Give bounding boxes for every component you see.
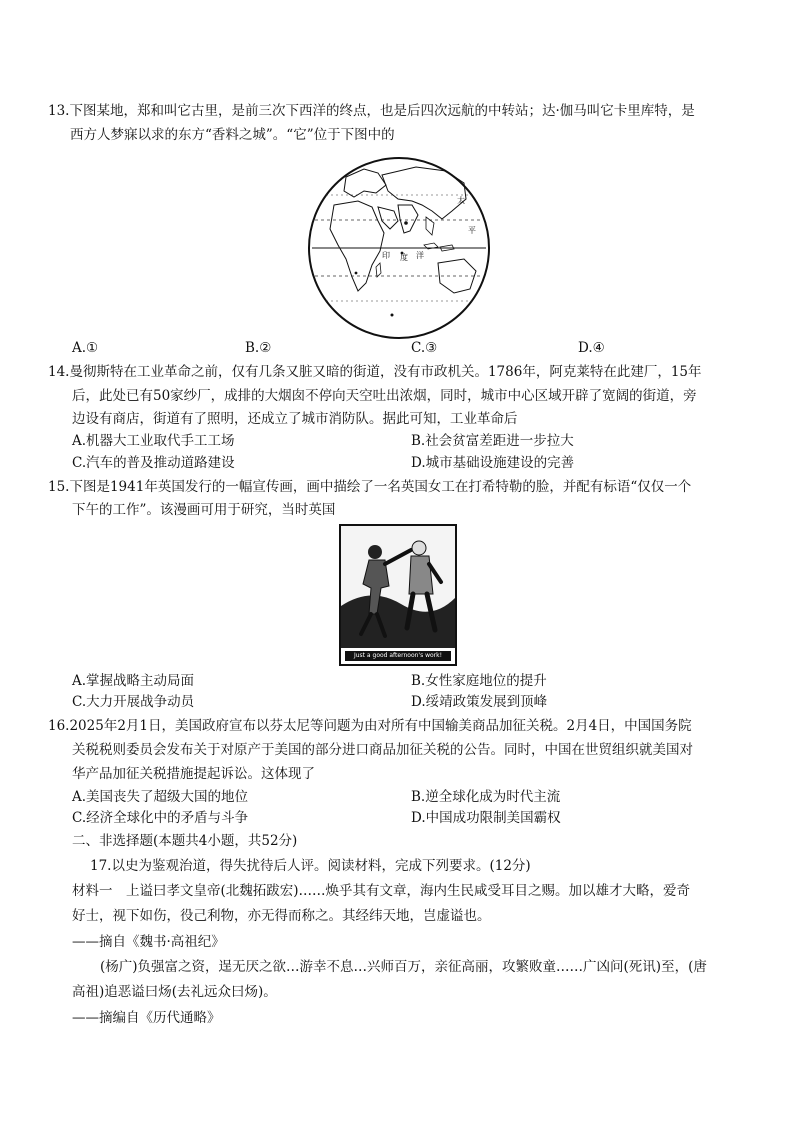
q13-line1: 13.下图某地，郑和叫它古里，是前三次下西洋的终点，也是后四次远航的中转站；达·伽马叫它卡里库特，是 xyxy=(48,103,695,119)
q16-option-b[interactable]: B.逆全球化成为时代主流 xyxy=(411,789,561,805)
q14-option-d[interactable]: D.城市基础设施建设的完善 xyxy=(411,455,575,471)
q13-option-d[interactable]: D.④ xyxy=(578,340,605,356)
propaganda-poster-figure xyxy=(339,524,457,666)
q14-line2: 后，此处已有50家纱厂，成排的大烟囱不停向天空吐出浓烟，同时，城市中心区域开辟了宽阔的街道，旁 xyxy=(72,388,697,404)
map-label-yin: 印 xyxy=(382,251,390,260)
globe-map-svg xyxy=(306,155,492,341)
material2-source: ——摘编自《历代通略》 xyxy=(72,1010,221,1026)
q14-option-c[interactable]: C.汽车的普及推动道路建设 xyxy=(72,455,235,471)
marker-point xyxy=(391,314,394,317)
globe-map-figure xyxy=(306,155,492,341)
q13-option-c[interactable]: C.③ xyxy=(411,340,438,356)
q15-option-a[interactable]: A.掌握战略主动局面 xyxy=(72,673,195,689)
q13-option-a[interactable]: A.① xyxy=(72,340,99,356)
map-label-yang: 洋 xyxy=(416,251,424,260)
man-head xyxy=(412,541,426,555)
q15-option-c[interactable]: C.大力开展战争动员 xyxy=(72,694,195,710)
material2-line2: 高祖)追恶谥曰炀(去礼远众曰炀)。 xyxy=(72,984,277,1000)
q13-line2: 西方人梦寐以求的东方“香料之城”。“它”位于下图中的 xyxy=(70,127,395,143)
q17-prompt: 17.以史为鉴观治道，得失扰待后人评。阅读材料，完成下列要求。(12分) xyxy=(90,858,531,874)
woman-head xyxy=(368,545,382,559)
q16-line3: 华产品加征关税措施提起诉讼。这体现了 xyxy=(72,766,315,782)
q14-option-b[interactable]: B.社会贫富差距进一步拉大 xyxy=(411,433,574,449)
q16-line1: 16.2025年2月1日，美国政府宣布以芬太尼等问题为由对所有中国输美商品加征关税。2月4日，中国国务院 xyxy=(48,718,692,734)
man-body xyxy=(409,556,433,594)
q15-line1: 15.下图是1941年英国发行的一幅宣传画，画中描绘了一名英国女工在打希特勒的脸，并配有标语“仅仅一个 xyxy=(48,479,692,495)
map-label-du: 度 xyxy=(400,253,408,262)
q16-line2: 关税税则委员会发布关于对原产于美国的部分进口商品加征关税的公告。同时，中国在世贸组织就美国对 xyxy=(72,742,693,758)
material1-line1: 材料一 上谥曰孝文皇帝(北魏拓跋宏)……焕乎其有文章，海内生民咸受耳目之赐。加以雄才大略，爱奇 xyxy=(72,883,691,899)
section-two-heading: 二、非选择题(本题共4小题，共52分) xyxy=(72,833,298,849)
q16-option-c[interactable]: C.经济全球化中的矛盾与斗争 xyxy=(72,810,249,826)
material2-line1: (杨广)负强富之资，逞无厌之欲…游幸不息…兴师百万，亲征高丽，攻繁败童……广凶问(死讯)至，(唐 xyxy=(100,959,707,975)
q16-option-d[interactable]: D.中国成功限制美国霸权 xyxy=(411,810,561,826)
poster-illustration xyxy=(341,526,455,648)
q14-line1: 14.曼彻斯特在工业革命之前，仅有几条又脏又暗的街道，没有市政机关。1786年，阿克莱特在此建厂，15年 xyxy=(48,364,702,380)
material1-line2: 好士，视下如伤，役己利物，亦无得而称之。其经纬天地，岂虚谥也。 xyxy=(72,908,491,924)
q14-line3: 边设有商店，街道有了照明，还成立了城市消防队。据此可知，工业革命后 xyxy=(72,411,518,427)
marker-point xyxy=(404,221,408,225)
poster-caption: Just a good afternoon's work! xyxy=(345,651,451,661)
material1-source: ——摘自《魏书·高祖纪》 xyxy=(72,934,225,950)
q13-option-b[interactable]: B.② xyxy=(245,340,272,356)
map-label-ping: 平 xyxy=(468,226,476,235)
q16-option-a[interactable]: A.美国丧失了超级大国的地位 xyxy=(72,789,249,805)
marker-point xyxy=(355,272,358,275)
q15-option-b[interactable]: B.女性家庭地位的提升 xyxy=(411,673,547,689)
q14-option-a[interactable]: A.机器大工业取代手工工场 xyxy=(72,433,235,449)
q15-option-d[interactable]: D.绥靖政策发展到顶峰 xyxy=(411,694,548,710)
map-label-tai: 太 xyxy=(457,196,465,205)
q15-line2: 下午的工作”。该漫画可用于研究，当时英国 xyxy=(72,502,336,518)
